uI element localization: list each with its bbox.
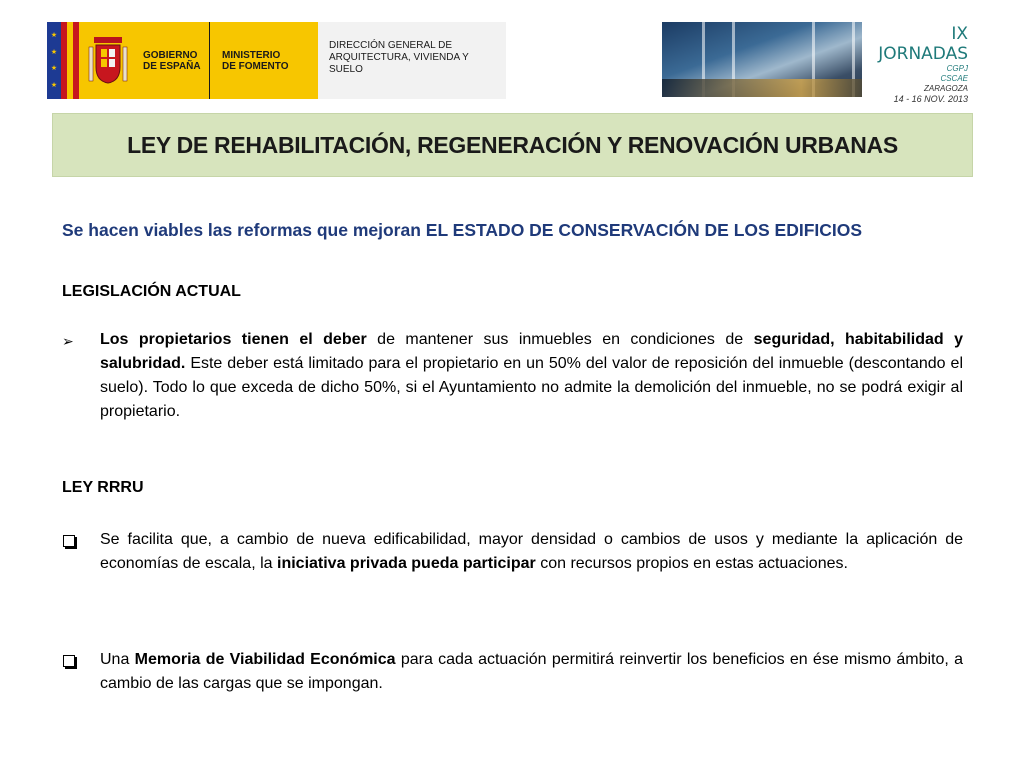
list-item-text: Los propietarios tienen el deber de mantener sus inmuebles en condiciones de seguridad, habitabilidad y salubridad. Este deber está limitado para el propietario en un 50% del valor de reposición del inmueble (descontando el suelo). Todo lo que exceda de dicho 50%, si el Ayuntamiento no admite la demolición del inmueble, no se podrá exigir al propietario. [100, 331, 964, 420]
list-item-deber [62, 328, 963, 424]
jornadas-text-panel [862, 22, 972, 104]
section-heading-legislacion-actual: LEGISLACIÓN ACTUAL [62, 283, 241, 300]
title-banner [52, 113, 973, 177]
jornadas-date: 14 - 16 NOV. 2013 [893, 94, 968, 104]
section-heading-ley-rrru: LEY RRRU [62, 479, 144, 496]
ministerio-de-fomento-text: MINISTERIO DE FOMENTO [222, 49, 289, 72]
subtitle: Se hacen viables las reformas que mejoran EL ESTADO DE CONSERVACIÓN DE LOS EDIFICIOS [62, 220, 863, 240]
page-title: LEY DE REHABILITACIÓN, REGENERACIÓN Y RENOVACIÓN URBANAS [127, 131, 898, 158]
gobierno-logo [47, 22, 318, 99]
jornadas-title: IX JORNADAS [878, 24, 968, 64]
slide-content [62, 218, 964, 692]
list-item-memoria-viabilidad [62, 648, 963, 696]
gobierno-de-espana-text: GOBIERNO DE ESPAÑA [137, 22, 210, 99]
jornadas-city: ZARAGOZA [923, 84, 968, 93]
list-item-iniciativa-privada [62, 528, 963, 576]
list-item-text: Una Memoria de Viabilidad Económica para cada actuación permitirá reinvertir los beneficios en ése mismo ámbito, a cambio de las cargas que se impongan. [100, 651, 964, 692]
checkbox-bullet-icon [62, 648, 100, 696]
list-item-text: Se facilita que, a cambio de nueva edificabilidad, mayor densidad o cambios de usos y mediante la aplicación de economías de escala, la iniciativa privada pueda participar con recursos propios en estas actuaciones. [100, 531, 963, 572]
checkbox-bullet-icon [62, 528, 100, 576]
eu-stars-strip: ★ ★ ★ ★ [47, 22, 61, 99]
coat-of-arms-icon [79, 22, 137, 99]
building-photo [662, 22, 894, 97]
jornadas-logo [662, 22, 972, 104]
spain-flag-strip [61, 22, 79, 99]
jornadas-cscae: CSCAE [940, 74, 968, 83]
direccion-general-box [318, 22, 506, 99]
jornadas-cgpj: CGPJ [946, 64, 968, 73]
direccion-general-text: DIRECCIÓN GENERAL DE ARQUITECTURA, VIVIENDA Y SUELO [329, 40, 469, 75]
arrow-bullet-icon: ➢ [62, 333, 74, 349]
